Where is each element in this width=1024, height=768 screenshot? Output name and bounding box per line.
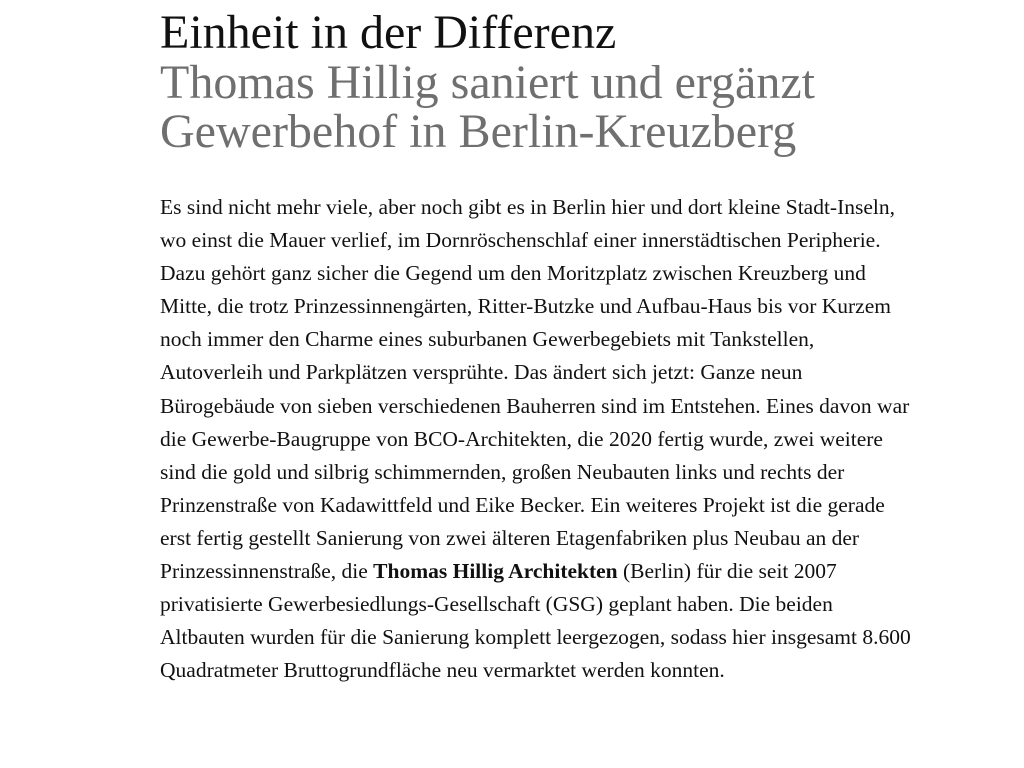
body-text-before: Es sind nicht mehr viele, aber noch gibt es in Berlin hier und dort kleine Stadt-Inseln, wo einst die Mauer verlief, im Dornröschenschlaf einer innerstädtischen Peripherie. Dazu gehört ganz sicher die Gegend um den Moritzplatz zwischen Kreuzberg und Mitte, die trotz Prinzessinnengärten, Ritter-Butzke und Aufbau-Haus bis vor Kurzem noch immer den Charme eines suburbanen Gewerbegebiets mit Tankstellen, Autoverleih und Parkplätzen versprühte. Das ändert sich jetzt: Ganze neun Bürogebäude von sieben verschiedenen Bauherren sind im Entstehen. Eines davon war die Gewerbe-Baugruppe von BCO-Architekten, die 2020 fertig wurde, zwei weitere sind die gold und silbrig schimmernden, großen Neubauten links und rechts der Prinzenstraße von Kadawittfeld und Eike Becker. Ein weiteres Projekt ist die gerade erst fertig gestellt Sanierung von zwei älteren Etagenfabriken plus Neubau an der Prinzessinnenstraße, die: [160, 195, 910, 584]
article-subtitle: Thomas Hillig saniert und ergänzt Gewerbehof in Berlin-Kreuzberg: [160, 56, 815, 158]
architect-name: Thomas Hillig Architekten: [373, 559, 618, 584]
body-text-after: (Berlin) für die seit 2007 privatisierte Gewerbesiedlungs-Gesellschaft (GSG) geplant haben. Die beiden Altbauten wurden für die Sanierung komplett leergezogen, sodass hier insgesamt 8.600 Quadratmeter Bruttogrundfläche neu vermarktet werden konnten.: [160, 559, 911, 683]
article-title: Einheit in der Differenz: [160, 6, 617, 59]
article-body: [160, 191, 920, 687]
article: [160, 8, 930, 687]
